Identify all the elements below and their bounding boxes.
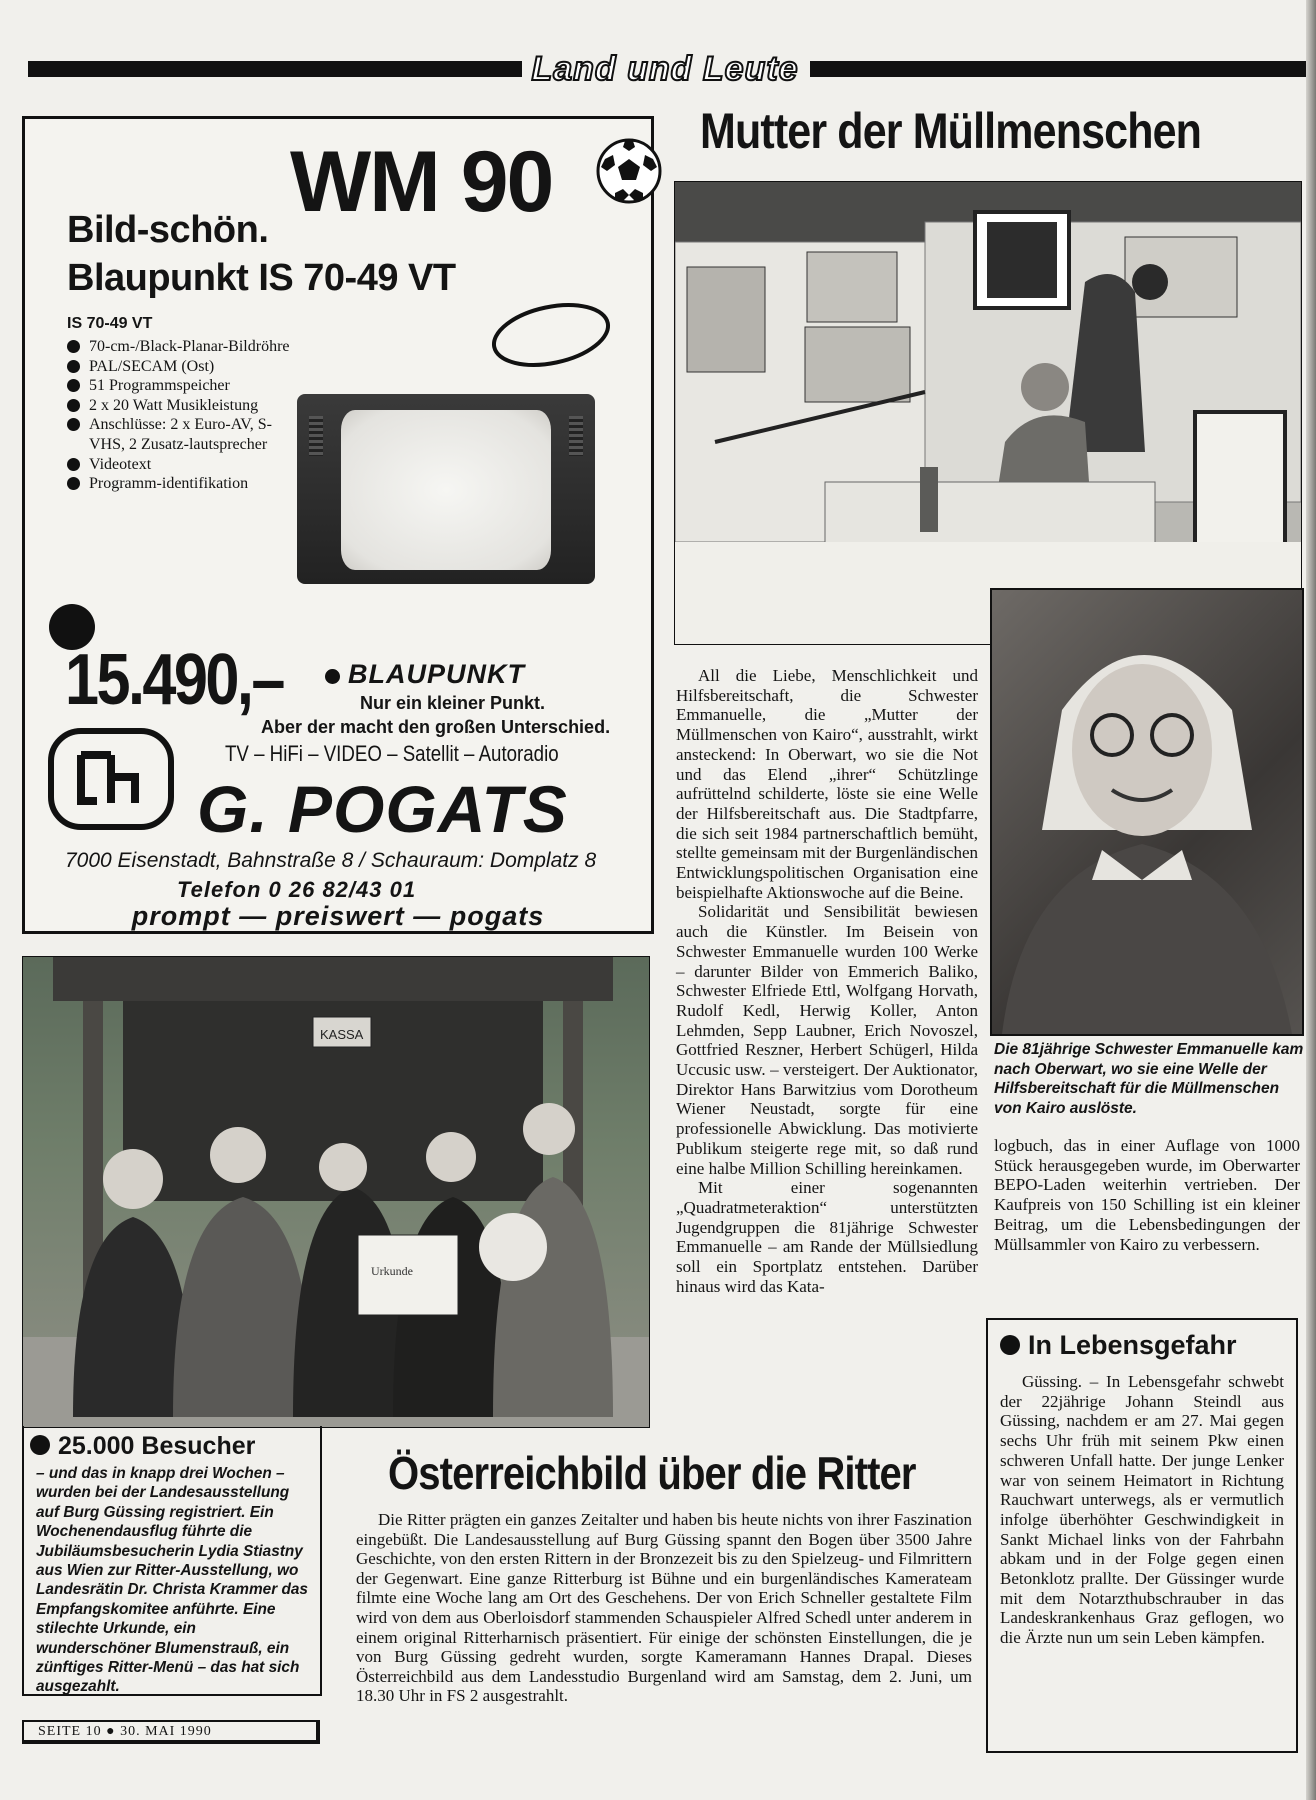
article-2-paragraph: Die Ritter prägten ein ganzes Zeitalter und haben bis heute nichts von ihrer Faszination eingebüßt. Die Landesausstellung auf Burg Güssing spannt den Bogen über 3500 Jahre Geschichte, von den ersten Rittern in der Bronzezeit bis zu den Spielzeug- und Filmrittern der Gegenwart. Eine ganze Ritterburg ist Bühne und ein burgenländisches Kamerateam filmte eine Woche lang am Ort des Geschehens. Der von Erich Schneller gestaltete Film wird von dem aus Oberloisdorf stammenden Schauspieler Alfred Schedl unter anderem in einem original Ritterharnisch präsentiert. Für einige der schönsten Einstellungen, die je von Burg Güssing gedreht wurden, sorgte Kameramann Hannes Drapal. Dieses Österreichbild aus dem Landesstudio Burgenland wird am Samstag, dem 2. Juni, um 18.30 Uhr in FS 2 ausgestrahlt.: [356, 1510, 972, 1706]
ad-feature: PAL/SECAM (Ost): [67, 357, 297, 377]
auction-photo: [674, 181, 1302, 645]
ad-line-1: Bild-schön.: [67, 209, 269, 251]
news-box-title: [30, 1432, 255, 1461]
news-box-lebensgefahr: [986, 1318, 1298, 1753]
portrait-image: [992, 590, 1302, 1034]
advertisement: [22, 116, 654, 934]
portrait-photo: [990, 588, 1304, 1036]
article-2-body: [356, 1510, 972, 1706]
ad-model: IS 70-49 VT: [67, 315, 153, 332]
ad-price: 15.490,–: [65, 640, 283, 720]
ad-brand-label: BLAUPUNKT: [348, 659, 525, 689]
bullet-icon: [30, 1435, 50, 1455]
article-paragraph: All die Liebe, Menschlichkeit und Hilfsbereitschaft, die Schwester Emmanuelle, die „Mutter der Müllmenschen von Kairo“, ausstrahlt, wirkt ansteckend: In Oberwart, wo sie die Not und das Elend „ihrer“ Schützlinge aufrüttelnd schilderte, löste sie eine Welle der Hilfsbereitschaft aus. Die Stadtpfarre, die sich seit 1984 partnerschaftlich bemüht, stellte gemeinsam mit der Burgenländischen Entwicklungspolitischen Organisation eine beispielhafte Aktionswoche auf die Beine.: [676, 666, 978, 902]
ad-feature: 51 Programmspeicher: [67, 376, 297, 396]
tv-image: [297, 394, 595, 584]
ad-shop-name: G. POGATS: [197, 772, 568, 846]
visitors-photo: [22, 956, 650, 1428]
bullet-icon: [1000, 1335, 1020, 1355]
news-box-text: – und das in knapp drei Wochen – wurden bei der Landesausstellung auf Burg Güssing registriert. Ein Wochenendausflug führte die Jubiläumsbesucherin Lydia Stiastny aus Wien zur Ritter-Ausstellung, wo Landesrätin Dr. Christa Krammer das Empfangskomitee anführte. Eine stilechte Urkunde, ein wunderschöner Blumenstrauß, ein zünftiges Ritter-Menü – das hat sich ausgezahlt.: [36, 1465, 308, 1696]
article-paragraph: Solidarität und Sensibilität bewiesen auch die Künstler. Im Beisein von Schwester Emmanuelle wurden 100 Werke – darunter Bilder von Emmerich Baliko, Schwester Elfriede Ettl, Wolfgang Horvath, Rudolf Kedl, Herwig Koller, Anton Lehmden, Sepp Laubner, Erich Novoszel, Gottfried Reszner, Herbert Schügerl, Hilda Uccusic usw. – versteigert. Der Auktionator, Direktor Hans Barwitzius vom Dorotheum Wiener Neustadt, sorgte für eine professionelle Abwicklung. Das motivierte Publikum steigerte rege mit, so daß rund eine halbe Million Schilling hereinkamen.: [676, 902, 978, 1178]
ad-phone: Telefon 0 26 82/43 01: [177, 877, 417, 902]
ad-slogan-1: Nur ein kleiner Punkt.: [360, 693, 546, 713]
article-body-col2: [994, 1136, 1300, 1254]
ad-slogan-2: Aber der macht den großen Unterschied.: [261, 717, 611, 737]
ad-categories: TV – HiFi – VIDEO – Satellit – Autoradio: [225, 741, 559, 766]
tv-screen: [341, 410, 551, 570]
article-body-col1: [676, 666, 978, 1297]
ad-line-2: Blaupunkt IS 70-49 VT: [67, 257, 456, 299]
soccer-ball-icon: [595, 137, 663, 205]
page-edge-shadow: [1306, 0, 1316, 1800]
tv-speaker: [569, 416, 583, 456]
ad-feature: Anschlüsse: 2 x Euro-AV, S-VHS, 2 Zusatz-lautsprecher: [67, 415, 297, 454]
tv-speaker: [309, 416, 323, 456]
ad-feature: Programm-identifikation: [67, 474, 297, 494]
ad-brand: [325, 659, 525, 690]
auction-scene-image: [675, 182, 1301, 644]
news-box-title-text: 25.000 Besucher: [58, 1432, 256, 1460]
issue-date: 30. MAI 1990: [120, 1724, 212, 1739]
section-title: Land und Leute: [531, 50, 799, 88]
visitors-scene-image: [23, 957, 649, 1427]
header-rule-right: [810, 61, 1306, 77]
page-number: SEITE 10: [38, 1724, 102, 1739]
pogats-logo-icon: [47, 727, 175, 831]
ad-motto: prompt — preiswert — pogats: [131, 901, 545, 931]
article-2-title: Österreichbild über die Ritter: [388, 1447, 916, 1499]
blaupunkt-logo-ellipse: [487, 295, 617, 371]
ad-feature-list: [67, 337, 297, 494]
article-paragraph: logbuch, das in einer Auflage von 1000 Stück herausgegeben wurde, im Oberwarter BEPO-Laden weiterhin vertrieben. Der Kaufpreis von 150 Schilling ist ein kleiner Beitrag, um die Lebensbedingungen der Müllsammler von Kairo zu verbessern.: [994, 1136, 1300, 1254]
ad-feature: Videotext: [67, 455, 297, 475]
ad-feature: 70-cm-/Black-Planar-Bildröhre: [67, 337, 297, 357]
photo-sign-text: KASSA: [320, 1027, 364, 1042]
bullet-icon: [325, 669, 340, 684]
article-title: Mutter der Müllmenschen: [700, 103, 1202, 159]
page-footer: [22, 1720, 320, 1744]
news-box-besucher: [22, 1426, 322, 1696]
header-rule-left: [28, 61, 522, 77]
portrait-caption: Die 81jährige Schwester Emmanuelle kam nach Oberwart, wo sie eine Welle der Hilfsbereitschaft für die Müllmenschen von Kairo auslöste.: [994, 1041, 1304, 1117]
news-box-text: Güssing. – In Lebensgefahr schwebt der 22jährige Johann Steindl aus Güssing, nachdem er am 27. Mai gegen sechs Uhr früh mit seinem Pkw einen schweren Unfall hatte. Der junge Lenker war von seinem Heimatort in Richtung Rauchwart unterwegs, als er vermutlich infolge überhöhter Geschwindigkeit in Sankt Michael links von der Fahrbahn abkam und in der Folge gegen einen Betonklotz prallte. Der Güssinger wurde mit dem Notarzthubschrauber in das Landeskrankenhaus Graz geflogen, wo die Ärzte nun um sein Leben kämpfen.: [1000, 1372, 1284, 1648]
ad-feature: 2 x 20 Watt Musikleistung: [67, 396, 297, 416]
news-box-title: [1000, 1330, 1237, 1361]
news-box-body: [1000, 1372, 1284, 1648]
footer-bullet-icon: ●: [106, 1724, 116, 1739]
ad-address: 7000 Eisenstadt, Bahnstraße 8 / Schauraum: Domplatz 8: [65, 849, 597, 872]
photo-document-text: Urkunde: [371, 1264, 413, 1278]
news-box-title-text: In Lebensgefahr: [1028, 1330, 1237, 1360]
ad-headline: WM 90: [290, 134, 553, 230]
article-paragraph: Mit einer sogenannten „Quadratmeteraktion“ unterstützten Jugendgruppen die 81jährige Schwester Emmanuelle – am Rande der Müllsiedlung soll ein Sportplatz entstehen. Darüber hinaus wird das Kata-: [676, 1178, 978, 1296]
